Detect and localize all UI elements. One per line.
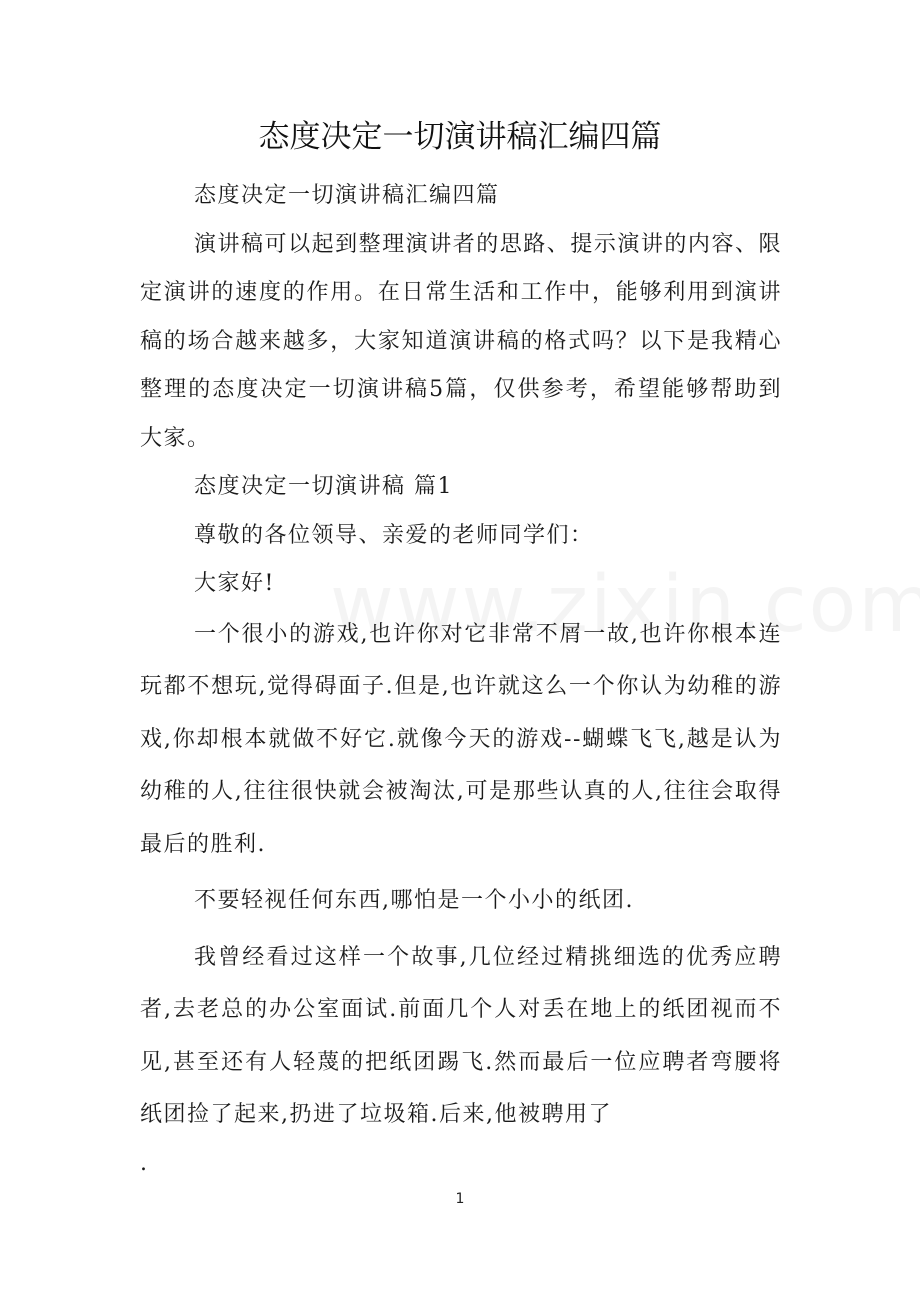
intro-paragraph: 演讲稿可以起到整理演讲者的思路、提示演讲的内容、限定演讲的速度的作用。在日常生活和工作中，能够利用到演讲稿的场合越来越多，大家知道演讲稿的格式吗？以下是我精心整理的态度决定一切演讲稿5篇，仅供参考，希望能够帮助到大家。 — [140, 231, 782, 451]
document-body — [140, 172, 782, 1186]
body-paragraph-story: 我曾经看过这样一个故事,几位经过精挑细选的优秀应聘者,去老总的办公室面试.前面几个人对丢在地上的纸团视而不见,甚至还有人轻蔑的把纸团踢飞.然而最后一位应聘者弯腰将纸团捡了起来,扔进了垃圾箱.后来,他被聘用了 — [140, 944, 782, 1127]
greeting-paragraph: 大家好! — [194, 571, 275, 596]
subtitle-paragraph: 态度决定一切演讲稿汇编四篇 — [194, 183, 500, 208]
section-heading: 态度决定一切演讲稿 篇1 — [194, 474, 453, 499]
body-paragraph-paper: 不要轻视任何东西,哪怕是一个小小的纸团. — [194, 888, 634, 913]
body-paragraph-game: 一个很小的游戏,也许你对它非常不屑一故,也许你根本连玩都不想玩,觉得碍面子.但是,也许就这么一个你认为幼稚的游戏,你却根本就做不好它.就像今天的游戏--蝴蝶飞飞,越是认为幼稚的人,往往很快就会被淘汰,可是那些认真的人,往往会取得最后的胜利. — [140, 621, 782, 857]
salutation-paragraph: 尊敬的各位领导、亲爱的老师同学们： — [194, 522, 594, 548]
body-paragraph-end-dot: . — [140, 1150, 149, 1176]
page-number: 1 — [455, 1191, 465, 1207]
document-title: 态度决定一切演讲稿汇编四篇 — [258, 119, 662, 155]
